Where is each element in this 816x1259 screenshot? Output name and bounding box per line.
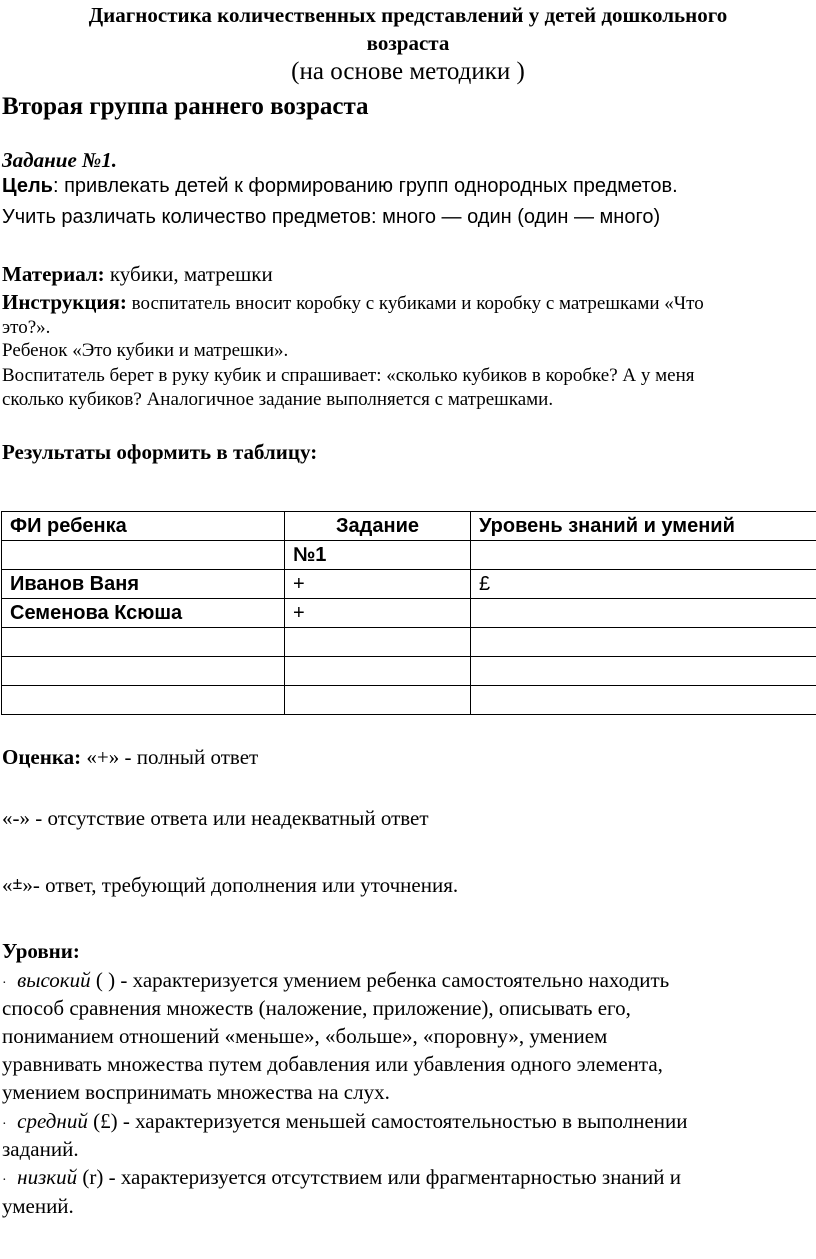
- task-result-cell: +: [285, 599, 471, 628]
- level-cell: [471, 599, 816, 628]
- level-mid-symbol: (£): [87, 1109, 118, 1133]
- level-cell: £: [471, 570, 816, 599]
- teacher-line2: сколько кубиков? Аналогичное задание выполняется с матрешками.: [2, 389, 554, 410]
- doc-subtitle: (на основе методики ): [291, 58, 525, 85]
- goal-line2: Учить различать количество предметов: много — один (один — много): [2, 206, 661, 228]
- evaluation-plus-line: [2, 745, 258, 770]
- level-mid-text: - характеризуется меньшей самостоятельностью в выполнении: [117, 1109, 688, 1133]
- instruction-line1: [2, 290, 704, 315]
- child-name-cell: Семенова Ксюша: [2, 599, 285, 628]
- material-label: Материал:: [2, 262, 105, 286]
- evaluation-pm-text: »- ответ, требующий дополнения или уточнения.: [22, 873, 459, 897]
- instruction-label: Инструкция:: [2, 290, 127, 314]
- child-name-cell: [2, 686, 285, 715]
- results-heading: Результаты оформить в таблицу:: [2, 440, 318, 464]
- header-child-name: ФИ ребенка: [2, 512, 285, 541]
- level-high-text: - характеризуется умением ребенка самостоятельно находить: [115, 968, 670, 992]
- material-line: [2, 262, 273, 287]
- levels-heading: Уровни:: [2, 939, 80, 963]
- child-name-cell: [2, 657, 285, 686]
- header-task: Задание: [285, 512, 471, 541]
- table-row: [2, 599, 816, 628]
- goal-text-line1: : привлекать детей к формированию групп однородных предметов.: [52, 175, 678, 197]
- level-low-name: низкий: [17, 1165, 78, 1189]
- evaluation-label: Оценка:: [2, 745, 82, 769]
- task-result-cell: +: [285, 570, 471, 599]
- results-table: [1, 511, 816, 715]
- level-cell: [471, 657, 816, 686]
- header-level: Уровень знаний и умений: [471, 512, 816, 541]
- bullet-icon: ·: [2, 976, 7, 991]
- instruction-text-line1: воспитатель вносит коробку с кубиками и коробку с матрешками «Что: [126, 293, 704, 314]
- level-high-line3: пониманием отношений «меньше», «больше», «поровну», умением: [2, 1024, 608, 1048]
- goal-line1: [2, 175, 814, 198]
- level-mid-line2: заданий.: [2, 1137, 79, 1161]
- level-cell: [471, 628, 816, 657]
- level-low-text: - характеризуется отсутствием или фрагментарностью знаний и: [103, 1165, 681, 1189]
- level-mid-line1: [2, 1107, 688, 1140]
- bullet-icon: ·: [2, 1117, 7, 1132]
- child-name-cell: Иванов Ваня: [2, 570, 285, 599]
- level-low-symbol: (r): [77, 1165, 104, 1189]
- table-cell: [2, 541, 285, 570]
- table-header-row: [2, 512, 816, 541]
- table-row: [2, 657, 816, 686]
- evaluation-minus-line: «-» - отсутствие ответа или неадекватный ответ: [2, 806, 429, 830]
- task-result-cell: [285, 657, 471, 686]
- level-high-name: высокий: [17, 968, 91, 992]
- level-high-line4: уравнивать множества путем добавления или убавления одного элемента,: [2, 1052, 663, 1076]
- task-result-cell: [285, 686, 471, 715]
- level-cell: [471, 686, 816, 715]
- evaluation-plus-text: «+» - полный ответ: [81, 745, 259, 769]
- level-low-line2: умений.: [2, 1194, 74, 1218]
- group-heading: Вторая группа раннего возраста: [2, 93, 369, 120]
- child-name-cell: [2, 628, 285, 657]
- table-row: [2, 628, 816, 657]
- bullet-icon: ·: [2, 1173, 7, 1188]
- doc-title-line1: Диагностика количественных представлений у детей дошкольного: [88, 3, 728, 27]
- material-text: кубики, матрешки: [104, 262, 273, 286]
- goal-label: Цель: [2, 175, 53, 197]
- evaluation-pm-line: [2, 873, 458, 898]
- task-heading: Задание №1.: [2, 148, 117, 172]
- instruction-line2: это?».: [2, 317, 51, 338]
- table-subheader-row: [2, 541, 816, 570]
- level-high-symbol: ( ): [90, 968, 116, 992]
- table-row: [2, 686, 816, 715]
- table-row: [2, 570, 816, 599]
- doc-title-line2: возраста: [366, 31, 450, 55]
- pm-open-quote: «: [2, 873, 13, 897]
- level-high-line5: умением воспринимать множества на слух.: [2, 1080, 390, 1104]
- level-high-line2: способ сравнения множеств (наложение, приложение), описывать его,: [2, 996, 631, 1020]
- child-line: Ребенок «Это кубики и матрешки».: [2, 340, 289, 361]
- level-mid-name: средний: [17, 1109, 88, 1133]
- task-result-cell: [285, 628, 471, 657]
- table-cell: [471, 541, 816, 570]
- level-low-line1: [2, 1163, 681, 1196]
- plus-minus-symbol: ±: [12, 873, 23, 893]
- teacher-line1: Воспитатель берет в руку кубик и спрашивает: «сколько кубиков в коробке? А у меня: [2, 365, 695, 386]
- header-task-number: №1: [285, 541, 471, 570]
